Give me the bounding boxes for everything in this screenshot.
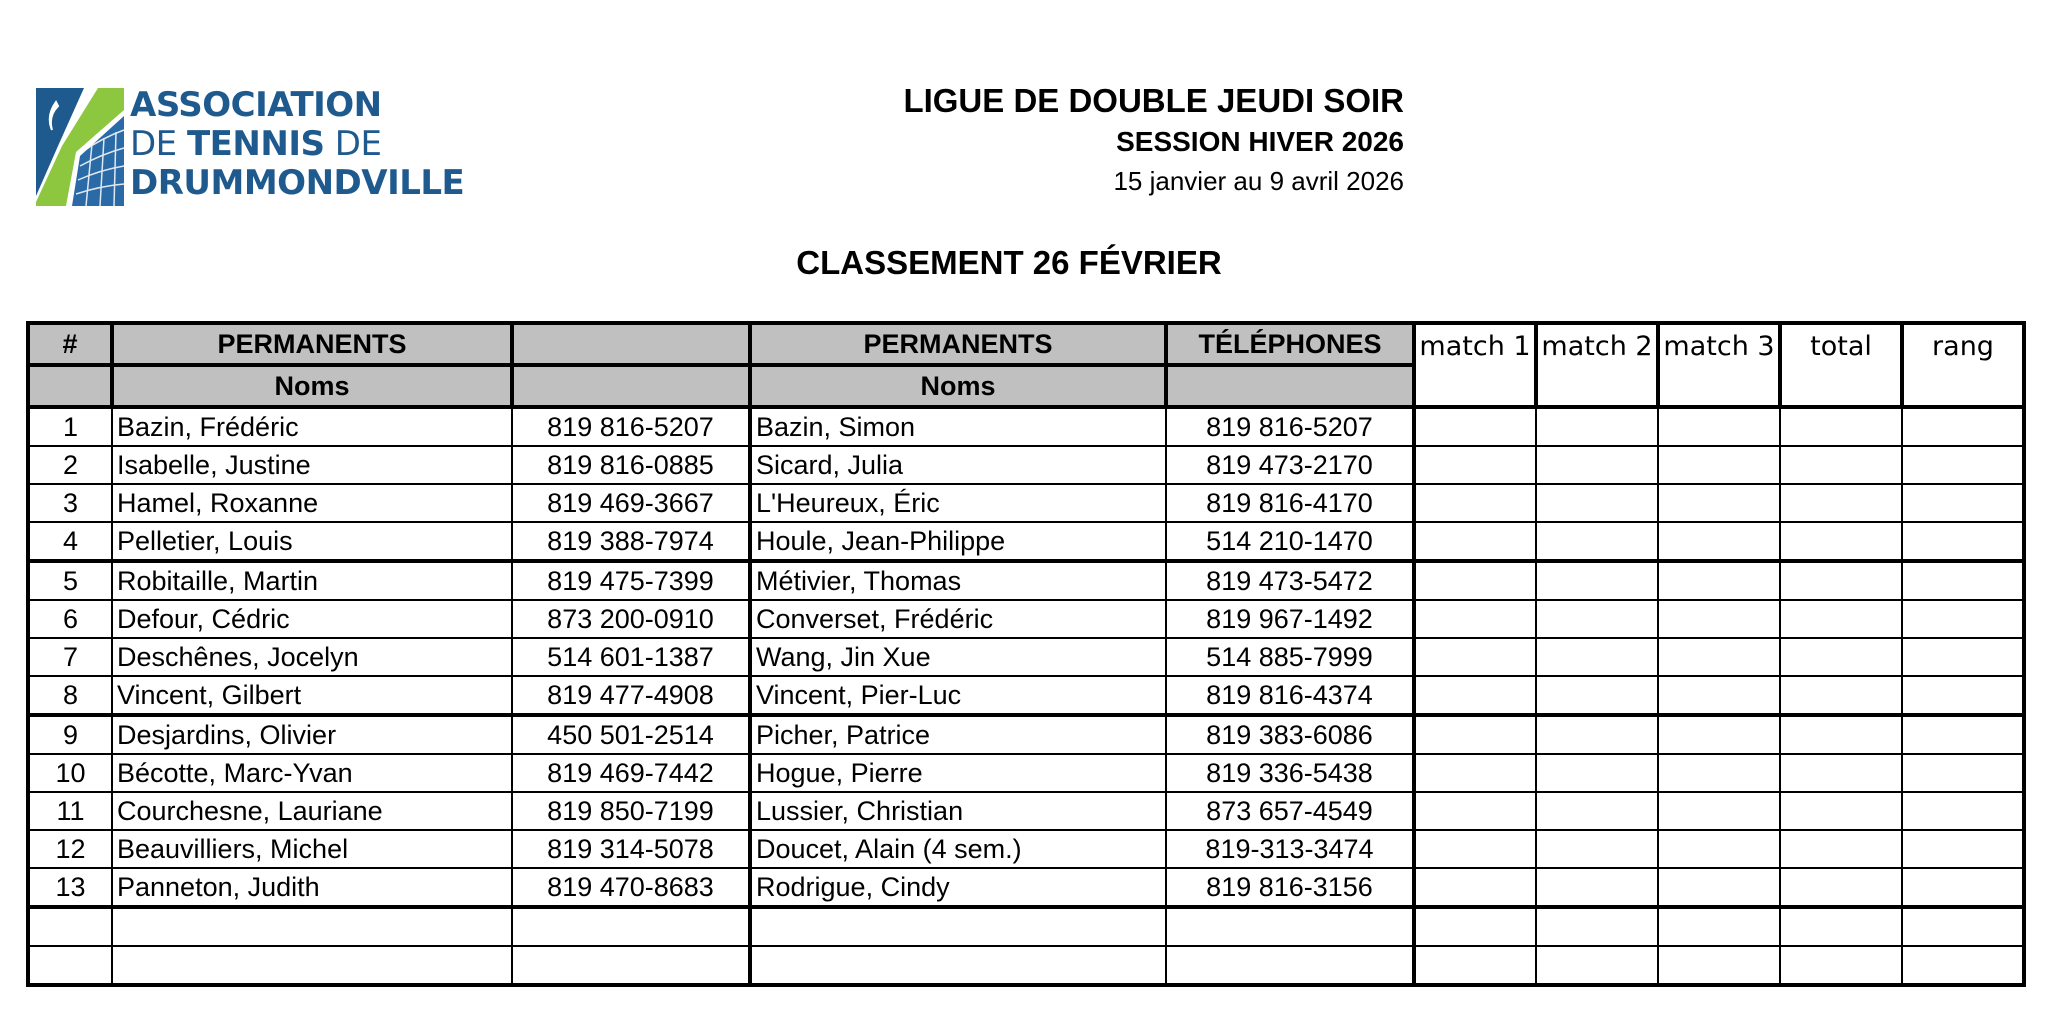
header-num-blank xyxy=(28,365,112,407)
table-row xyxy=(28,561,2024,600)
rang-cell[interactable] xyxy=(1902,868,2024,907)
match-1-cell[interactable] xyxy=(1414,754,1536,792)
match-3-cell[interactable] xyxy=(1658,907,1780,946)
player-1-phone xyxy=(512,946,750,985)
table-row xyxy=(28,446,2024,484)
player-2-phone xyxy=(1166,907,1414,946)
table-body xyxy=(28,407,2024,985)
total-cell[interactable] xyxy=(1780,407,1902,446)
row-number: 3 xyxy=(28,484,112,522)
match-2-cell[interactable] xyxy=(1536,638,1658,676)
match-3-cell[interactable] xyxy=(1658,868,1780,907)
row-number xyxy=(28,946,112,985)
player-2-phone: 819 816-5207 xyxy=(1166,407,1414,446)
logo-line-2a: DE xyxy=(130,124,187,164)
player-1-phone: 819 477-4908 xyxy=(512,676,750,715)
match-1-cell[interactable] xyxy=(1414,638,1536,676)
player-2-name xyxy=(750,946,1166,985)
rang-cell[interactable] xyxy=(1902,754,2024,792)
logo-line-2b: TENNIS xyxy=(186,124,325,164)
header-match-3: match 3 xyxy=(1658,323,1780,407)
session-dates: 15 janvier au 9 avril 2026 xyxy=(1113,166,1404,196)
player-2-phone: 819 816-4374 xyxy=(1166,676,1414,715)
match-1-cell[interactable] xyxy=(1414,715,1536,754)
total-cell[interactable] xyxy=(1780,830,1902,868)
logo-line-2 xyxy=(130,125,464,164)
row-number: 12 xyxy=(28,830,112,868)
player-2-phone: 819 816-3156 xyxy=(1166,868,1414,907)
rang-cell[interactable] xyxy=(1902,792,2024,830)
player-1-phone: 514 601-1387 xyxy=(512,638,750,676)
player-2-name: Wang, Jin Xue xyxy=(750,638,1166,676)
total-cell[interactable] xyxy=(1780,792,1902,830)
association-logo xyxy=(36,85,465,210)
header-num: # xyxy=(28,323,112,365)
player-2-name: Bazin, Simon xyxy=(750,407,1166,446)
header-match-1: match 1 xyxy=(1414,323,1536,407)
player-1-phone: 819 816-5207 xyxy=(512,407,750,446)
header-row-1 xyxy=(28,323,2024,365)
player-1-name xyxy=(112,946,512,985)
match-2-cell[interactable] xyxy=(1536,484,1658,522)
header-phone-1-blank-2 xyxy=(512,365,750,407)
match-2-cell[interactable] xyxy=(1536,868,1658,907)
match-3-cell[interactable] xyxy=(1658,600,1780,638)
table-row xyxy=(28,638,2024,676)
match-3-cell[interactable] xyxy=(1658,830,1780,868)
match-2-cell[interactable] xyxy=(1536,715,1658,754)
player-2-name: Picher, Patrice xyxy=(750,715,1166,754)
match-1-cell[interactable] xyxy=(1414,446,1536,484)
rang-cell[interactable] xyxy=(1902,946,2024,985)
rang-cell[interactable] xyxy=(1902,484,2024,522)
table-row xyxy=(28,792,2024,830)
match-1-cell[interactable] xyxy=(1414,830,1536,868)
player-1-name: Courchesne, Lauriane xyxy=(112,792,512,830)
total-cell[interactable] xyxy=(1780,446,1902,484)
player-2-name: Sicard, Julia xyxy=(750,446,1166,484)
player-1-name: Panneton, Judith xyxy=(112,868,512,907)
row-number: 6 xyxy=(28,600,112,638)
match-1-cell[interactable] xyxy=(1414,484,1536,522)
player-1-phone: 819 469-3667 xyxy=(512,484,750,522)
player-2-name: Lussier, Christian xyxy=(750,792,1166,830)
rang-cell[interactable] xyxy=(1902,676,2024,715)
match-1-cell[interactable] xyxy=(1414,676,1536,715)
row-number: 5 xyxy=(28,561,112,600)
rang-cell[interactable] xyxy=(1902,907,2024,946)
match-1-cell[interactable] xyxy=(1414,946,1536,985)
match-2-cell[interactable] xyxy=(1536,676,1658,715)
match-3-cell[interactable] xyxy=(1658,946,1780,985)
table-row xyxy=(28,830,2024,868)
rang-cell[interactable] xyxy=(1902,446,2024,484)
match-2-cell[interactable] xyxy=(1536,446,1658,484)
rang-cell[interactable] xyxy=(1902,715,2024,754)
header-rang: rang xyxy=(1902,323,2024,407)
row-number: 13 xyxy=(28,868,112,907)
match-3-cell[interactable] xyxy=(1658,407,1780,446)
player-1-name: Deschênes, Jocelyn xyxy=(112,638,512,676)
match-3-cell[interactable] xyxy=(1658,792,1780,830)
table-row xyxy=(28,907,2024,946)
logo-line-2c: DE xyxy=(324,124,382,164)
match-1-cell[interactable] xyxy=(1414,407,1536,446)
total-cell[interactable] xyxy=(1780,484,1902,522)
total-cell[interactable] xyxy=(1780,754,1902,792)
player-2-name: Hogue, Pierre xyxy=(750,754,1166,792)
session-title: SESSION HIVER 2026 xyxy=(1116,126,1404,157)
row-number: 10 xyxy=(28,754,112,792)
player-2-phone: 819 473-2170 xyxy=(1166,446,1414,484)
player-1-name: Beauvilliers, Michel xyxy=(112,830,512,868)
player-2-name: Métivier, Thomas xyxy=(750,561,1166,600)
match-2-cell[interactable] xyxy=(1536,754,1658,792)
header-telephones-blank xyxy=(1166,365,1414,407)
player-1-phone: 819 314-5078 xyxy=(512,830,750,868)
row-number: 8 xyxy=(28,676,112,715)
match-1-cell[interactable] xyxy=(1414,792,1536,830)
total-cell[interactable] xyxy=(1780,522,1902,561)
table-row xyxy=(28,715,2024,754)
player-1-name: Isabelle, Justine xyxy=(112,446,512,484)
match-2-cell[interactable] xyxy=(1536,561,1658,600)
match-1-cell[interactable] xyxy=(1414,561,1536,600)
total-cell[interactable] xyxy=(1780,946,1902,985)
row-number xyxy=(28,907,112,946)
player-2-phone: 819-313-3474 xyxy=(1166,830,1414,868)
match-2-cell[interactable] xyxy=(1536,522,1658,561)
match-3-cell[interactable] xyxy=(1658,676,1780,715)
row-number: 4 xyxy=(28,522,112,561)
player-2-name: Doucet, Alain (4 sem.) xyxy=(750,830,1166,868)
table-row xyxy=(28,600,2024,638)
player-1-phone: 450 501-2514 xyxy=(512,715,750,754)
total-cell[interactable] xyxy=(1780,561,1902,600)
league-title: LIGUE DE DOUBLE JEUDI SOIR xyxy=(903,82,1404,119)
row-number: 1 xyxy=(28,407,112,446)
player-2-name: Houle, Jean-Philippe xyxy=(750,522,1166,561)
match-3-cell[interactable] xyxy=(1658,446,1780,484)
player-1-phone: 819 475-7399 xyxy=(512,561,750,600)
rang-cell[interactable] xyxy=(1902,638,2024,676)
logo-line-3: DRUMMONDVILLE xyxy=(130,163,465,203)
player-2-name: Rodrigue, Cindy xyxy=(750,868,1166,907)
player-2-phone: 819 816-4170 xyxy=(1166,484,1414,522)
match-2-cell[interactable] xyxy=(1536,946,1658,985)
total-cell[interactable] xyxy=(1780,715,1902,754)
rang-cell[interactable] xyxy=(1902,830,2024,868)
rang-cell[interactable] xyxy=(1902,522,2024,561)
player-1-phone: 873 200-0910 xyxy=(512,600,750,638)
total-cell[interactable] xyxy=(1780,600,1902,638)
player-2-name: Vincent, Pier-Luc xyxy=(750,676,1166,715)
match-3-cell[interactable] xyxy=(1658,522,1780,561)
rang-cell[interactable] xyxy=(1902,407,2024,446)
table-row xyxy=(28,407,2024,446)
player-2-phone: 514 210-1470 xyxy=(1166,522,1414,561)
total-cell[interactable] xyxy=(1780,676,1902,715)
rang-cell[interactable] xyxy=(1902,600,2024,638)
player-1-phone xyxy=(512,907,750,946)
total-cell[interactable] xyxy=(1780,638,1902,676)
total-cell[interactable] xyxy=(1780,907,1902,946)
ranking-table xyxy=(26,321,2026,987)
header-match-2: match 2 xyxy=(1536,323,1658,407)
match-2-cell[interactable] xyxy=(1536,792,1658,830)
match-2-cell[interactable] xyxy=(1536,907,1658,946)
table-row xyxy=(28,676,2024,715)
player-1-name: Pelletier, Louis xyxy=(112,522,512,561)
table-row xyxy=(28,868,2024,907)
header-permanents-1: PERMANENTS xyxy=(112,323,512,365)
player-1-name: Bazin, Frédéric xyxy=(112,407,512,446)
logo-line-1: ASSOCIATION xyxy=(130,85,382,125)
header-phone-1-blank xyxy=(512,323,750,365)
match-3-cell[interactable] xyxy=(1658,638,1780,676)
row-number: 11 xyxy=(28,792,112,830)
player-1-phone: 819 469-7442 xyxy=(512,754,750,792)
player-2-phone: 514 885-7999 xyxy=(1166,638,1414,676)
player-1-name: Defour, Cédric xyxy=(112,600,512,638)
match-1-cell[interactable] xyxy=(1414,868,1536,907)
match-3-cell[interactable] xyxy=(1658,754,1780,792)
match-3-cell[interactable] xyxy=(1658,715,1780,754)
match-2-cell[interactable] xyxy=(1536,830,1658,868)
player-1-name xyxy=(112,907,512,946)
table-row xyxy=(28,946,2024,985)
player-2-name: Converset, Frédéric xyxy=(750,600,1166,638)
player-1-name: Desjardins, Olivier xyxy=(112,715,512,754)
table-row xyxy=(28,522,2024,561)
match-2-cell[interactable] xyxy=(1536,600,1658,638)
player-1-phone: 819 470-8683 xyxy=(512,868,750,907)
player-2-phone: 819 473-5472 xyxy=(1166,561,1414,600)
match-1-cell[interactable] xyxy=(1414,522,1536,561)
row-number: 9 xyxy=(28,715,112,754)
player-1-name: Hamel, Roxanne xyxy=(112,484,512,522)
player-2-phone: 819 336-5438 xyxy=(1166,754,1414,792)
player-1-phone: 819 816-0885 xyxy=(512,446,750,484)
table-row xyxy=(28,754,2024,792)
player-2-name xyxy=(750,907,1166,946)
player-2-phone: 819 967-1492 xyxy=(1166,600,1414,638)
ranking-title xyxy=(0,244,2048,282)
ranking-title-text: CLASSEMENT 26 FÉVRIER xyxy=(796,244,1222,281)
logo-wordmark xyxy=(130,86,464,203)
player-2-phone: 819 383-6086 xyxy=(1166,715,1414,754)
header-total: total xyxy=(1780,323,1902,407)
rang-cell[interactable] xyxy=(1902,561,2024,600)
match-1-cell[interactable] xyxy=(1414,907,1536,946)
player-1-name: Robitaille, Martin xyxy=(112,561,512,600)
row-number: 7 xyxy=(28,638,112,676)
header-noms-2: Noms xyxy=(750,365,1166,407)
match-1-cell[interactable] xyxy=(1414,600,1536,638)
header-permanents-2: PERMANENTS xyxy=(750,323,1166,365)
player-2-phone: 873 657-4549 xyxy=(1166,792,1414,830)
row-number: 2 xyxy=(28,446,112,484)
match-3-cell[interactable] xyxy=(1658,484,1780,522)
player-2-phone xyxy=(1166,946,1414,985)
header-telephones: TÉLÉPHONES xyxy=(1166,323,1414,365)
player-2-name: L'Heureux, Éric xyxy=(750,484,1166,522)
match-3-cell[interactable] xyxy=(1658,561,1780,600)
match-2-cell[interactable] xyxy=(1536,407,1658,446)
player-1-name: Vincent, Gilbert xyxy=(112,676,512,715)
header-noms-1: Noms xyxy=(112,365,512,407)
total-cell[interactable] xyxy=(1780,868,1902,907)
player-1-phone: 819 850-7199 xyxy=(512,792,750,830)
player-1-name: Bécotte, Marc-Yvan xyxy=(112,754,512,792)
player-1-phone: 819 388-7974 xyxy=(512,522,750,561)
table-row xyxy=(28,484,2024,522)
